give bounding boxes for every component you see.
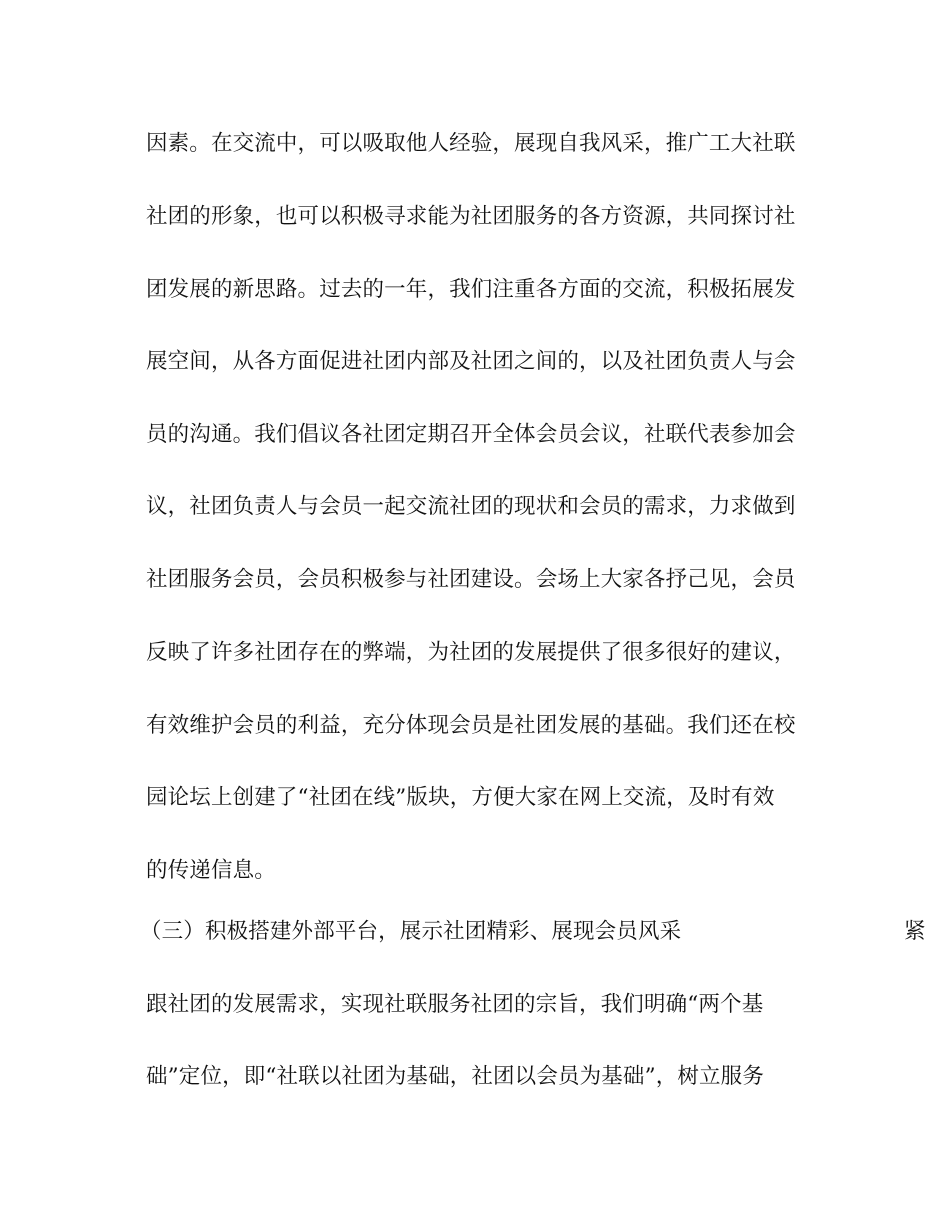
paragraph-line-3: 团发展的新思路。过去的一年，我们注重各方面的交流，积极拓展发 <box>146 277 796 302</box>
section-heading <box>140 916 926 948</box>
paragraph-line-4: 展空间，从各方面促进社团内部及社团之间的，以及社团负责人与会 <box>146 349 796 374</box>
paragraph-line-5: 员的沟通。我们倡议各社团定期召开全体会员会议，社联代表参加会 <box>146 422 796 447</box>
paragraph-line-13: 础”定位，即“社联以社团为基础，社团以会员为基础”，树立服务 <box>146 1064 764 1089</box>
paragraph-line-11: 的传递信息。 <box>146 858 276 883</box>
section-heading-tail: 紧 <box>904 919 926 944</box>
paragraph-line-6: 议，社团负责人与会员一起交流社团的现状和会员的需求，力求做到 <box>146 494 796 519</box>
paragraph-line-2: 社团的形象，也可以积极寻求能为社团服务的各方资源，共同探讨社 <box>146 204 796 229</box>
paragraph-line-10: 园论坛上创建了“社团在线”版块，方便大家在网上交流，及时有效 <box>146 785 775 810</box>
paragraph-line-7: 社团服务会员，会员积极参与社团建设。会场上大家各抒己见，会员 <box>146 567 796 592</box>
paragraph-line-9: 有效维护会员的利益，充分体现会员是社团发展的基础。我们还在校 <box>146 713 796 738</box>
paragraph-line-8: 反映了许多社团存在的弊端，为社团的发展提供了很多很好的建议， <box>146 640 796 665</box>
paragraph-line-1: 因素。在交流中，可以吸取他人经验，展现自我风采，推广工大社联 <box>146 131 796 156</box>
section-heading-text: （三）积极搭建外部平台，展示社团精彩、展现会员风采 <box>140 919 682 944</box>
paragraph-line-12: 跟社团的发展需求，实现社联服务社团的宗旨，我们明确“两个基 <box>146 992 764 1017</box>
